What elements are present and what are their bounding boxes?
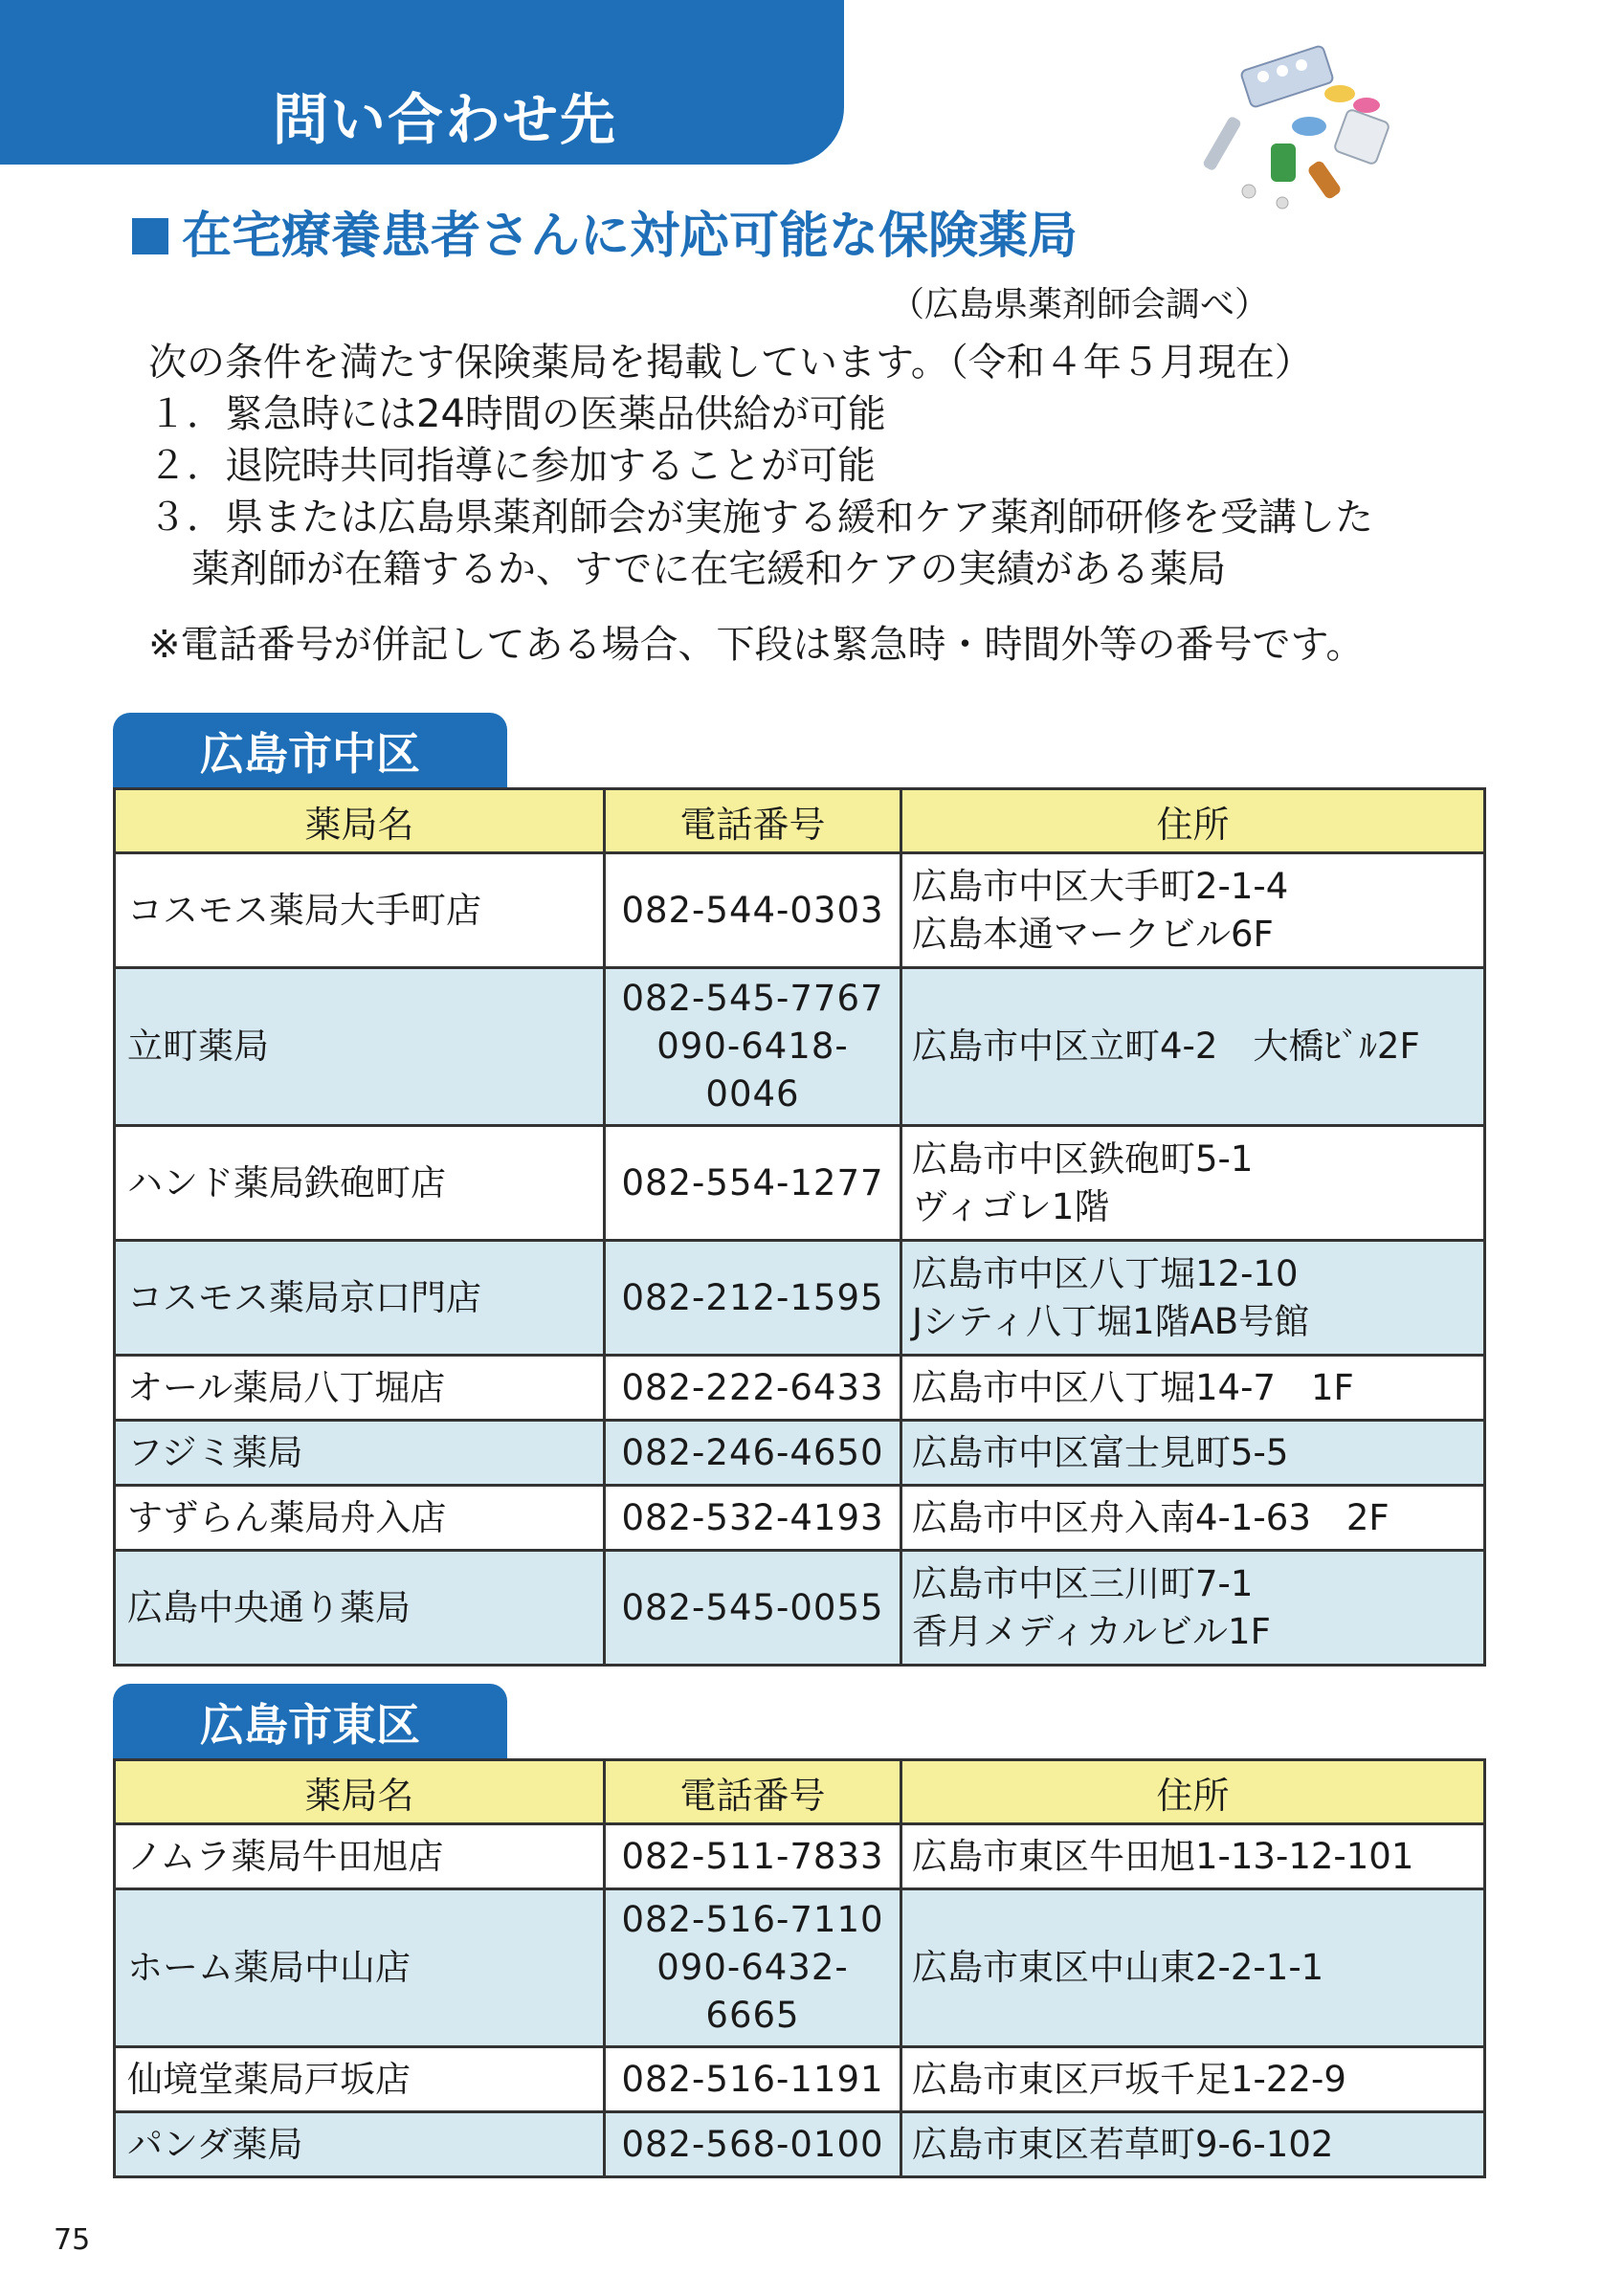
district-tab-naka: 広島市中区	[113, 713, 507, 789]
table-row	[115, 1126, 1485, 1241]
condition-1: １．緊急時には24時間の医薬品供給が可能	[148, 392, 886, 436]
pharmacy-address: 広島市東区戸坂千足1-22-9	[901, 2047, 1485, 2112]
pharmacy-phone: 082-568-0100	[605, 2112, 901, 2177]
pharmacy-address: 広島市中区八丁堀14-7 1F	[901, 1356, 1485, 1421]
table-row	[115, 2047, 1485, 2112]
intro-text: 次の条件を満たす保険薬局を掲載しています。（令和４年５月現在）	[148, 341, 1313, 385]
pharmacy-phone: 082-222-6433	[605, 1356, 901, 1421]
pharmacy-address: 広島市東区中山東2-2-1-1	[901, 1889, 1485, 2047]
section-heading-text: 在宅療養患者さんに対応可能な保険薬局	[182, 208, 1078, 265]
pharmacy-phone: 082-516-7110 090-6432-6665	[605, 1889, 901, 2047]
phone-footnote: ※電話番号が併記してある場合、下段は緊急時・時間外等の番号です。	[148, 623, 1365, 667]
column-header-phone: 電話番号	[605, 789, 901, 853]
table-row	[115, 1421, 1485, 1486]
column-header-phone: 電話番号	[605, 1760, 901, 1824]
pharmacy-table-naka	[113, 787, 1486, 1667]
condition-3-continued: 薬剤師が在籍するか、すでに在宅緩和ケアの実績がある薬局	[191, 547, 1227, 591]
column-header-name: 薬局名	[115, 1760, 605, 1824]
pharmacy-address: 広島市中区三川町7-1 香月メディカルビル1F	[901, 1551, 1485, 1666]
pharmacy-phone: 082-544-0303	[605, 853, 901, 968]
pharmacy-phone: 082-212-1595	[605, 1241, 901, 1356]
pharmacy-name: コスモス薬局京口門店	[115, 1241, 605, 1356]
pharmacy-table-higashi	[113, 1758, 1486, 2178]
condition-2: ２．退院時共同指導に参加することが可能	[148, 444, 876, 488]
page-title: 問い合わせ先	[273, 87, 618, 152]
table-row	[115, 1241, 1485, 1356]
pharmacy-name: オール薬局八丁堀店	[115, 1356, 605, 1421]
pharmacy-name: パンダ薬局	[115, 2112, 605, 2177]
pharmacy-name: コスモス薬局大手町店	[115, 853, 605, 968]
pharmacy-phone: 082-545-7767 090-6418-0046	[605, 968, 901, 1126]
table-row	[115, 1486, 1485, 1551]
table-row	[115, 1889, 1485, 2047]
table-row	[115, 2112, 1485, 2177]
pharmacy-name: 仙境堂薬局戸坂店	[115, 2047, 605, 2112]
pharmacy-address: 広島市中区大手町2-1-4 広島本通マークビル6F	[901, 853, 1485, 968]
column-header-name: 薬局名	[115, 789, 605, 853]
table-row	[115, 853, 1485, 968]
pharmacy-phone: 082-511-7833	[605, 1824, 901, 1889]
table-row	[115, 1356, 1485, 1421]
table-header-row	[115, 1760, 1485, 1824]
pharmacy-address: 広島市中区八丁堀12-10 Jシティ八丁堀1階AB号館	[901, 1241, 1485, 1356]
pharmacy-address: 広島市中区富士見町5-5	[901, 1421, 1485, 1486]
table-header-row	[115, 789, 1485, 853]
pharmacy-name: ハンド薬局鉄砲町店	[115, 1126, 605, 1241]
pharmacy-phone: 082-532-4193	[605, 1486, 901, 1551]
pharmacy-address: 広島市東区牛田旭1-13-12-101	[901, 1824, 1485, 1889]
table-row	[115, 1824, 1485, 1889]
page-number: 75	[54, 2223, 91, 2257]
column-header-address: 住所	[901, 789, 1485, 853]
table-row	[115, 1551, 1485, 1666]
square-bullet-icon	[132, 218, 168, 254]
pharmacy-name: 広島中央通り薬局	[115, 1551, 605, 1666]
intro-block	[148, 337, 1373, 595]
medicine-illustration-icon	[1196, 38, 1407, 230]
pharmacy-address: 広島市東区若草町9-6-102	[901, 2112, 1485, 2177]
pharmacy-name: フジミ薬局	[115, 1421, 605, 1486]
pharmacy-phone: 082-246-4650	[605, 1421, 901, 1486]
header-banner	[0, 0, 844, 165]
pharmacy-phone: 082-516-1191	[605, 2047, 901, 2112]
pharmacy-address: 広島市中区立町4-2 大橋ﾋﾞﾙ2F	[901, 968, 1485, 1126]
pharmacy-address: 広島市中区舟入南4-1-63 2F	[901, 1486, 1485, 1551]
district-tab-higashi: 広島市東区	[113, 1684, 507, 1760]
source-note: （広島県薬剤師会調べ）	[890, 285, 1270, 324]
pharmacy-address: 広島市中区鉄砲町5-1 ヴィゴレ1階	[901, 1126, 1485, 1241]
pharmacy-name: 立町薬局	[115, 968, 605, 1126]
pharmacy-name: すずらん薬局舟入店	[115, 1486, 605, 1551]
pharmacy-name: ホーム薬局中山店	[115, 1889, 605, 2047]
pharmacy-phone: 082-554-1277	[605, 1126, 901, 1241]
section-heading	[132, 195, 1078, 267]
column-header-address: 住所	[901, 1760, 1485, 1824]
pharmacy-name: ノムラ薬局牛田旭店	[115, 1824, 605, 1889]
condition-3: ３．県または広島県薬剤師会が実施する緩和ケア薬剤師研修を受講した	[148, 496, 1373, 540]
table-row	[115, 968, 1485, 1126]
pharmacy-phone: 082-545-0055	[605, 1551, 901, 1666]
